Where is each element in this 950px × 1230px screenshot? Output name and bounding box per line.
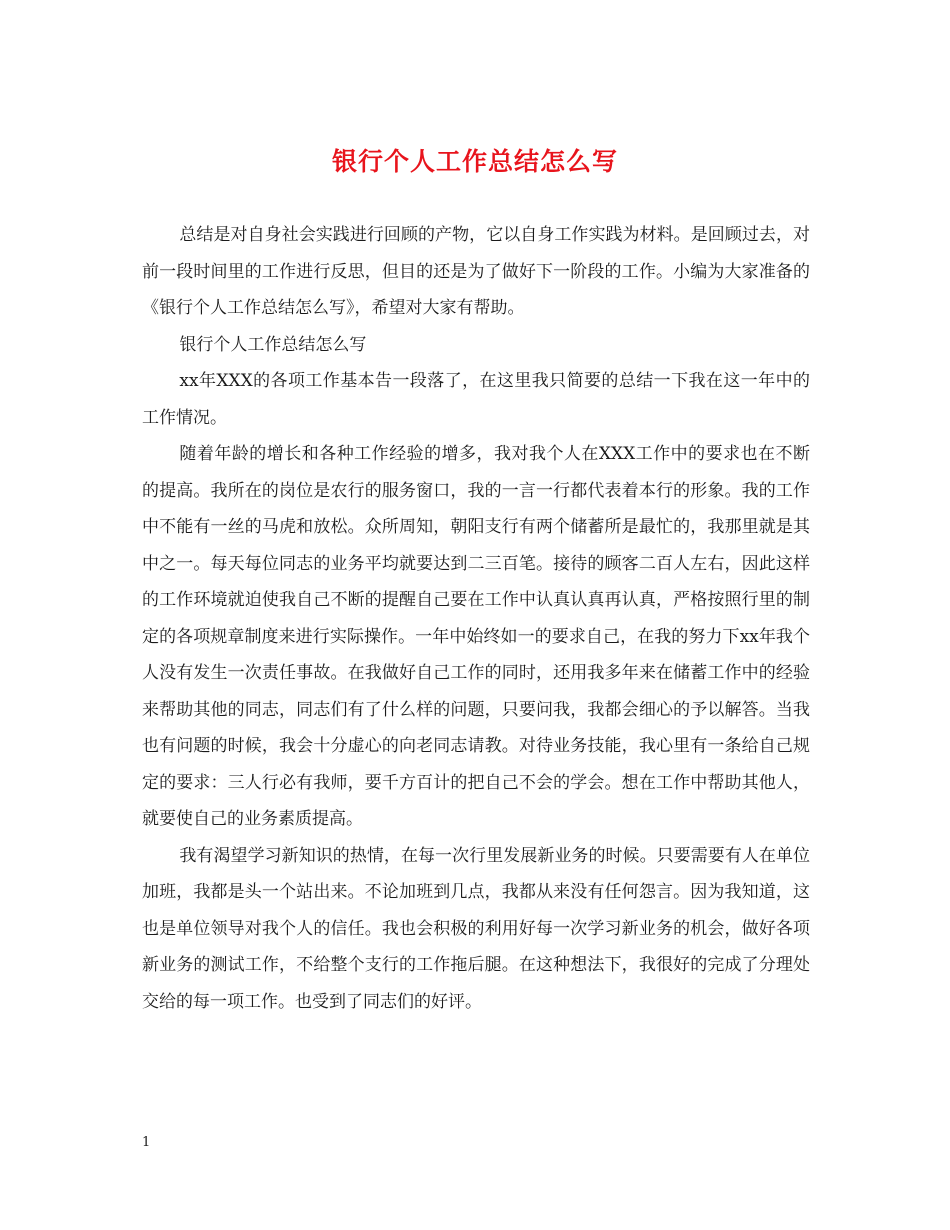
paragraph-work-experience: 随着年龄的增长和各种工作经验的增多，我对我个人在XXX工作中的要求也在不断的提高。我所在的岗位是农行的服务窗口，我的一言一行都代表着本行的形象。我的工作中不能有一丝的马虎和放松。众所周知，朝阳支行有两个储蓄所是最忙的，我那里就是其中之一。每天每位同志的业务平均就要达到二三百笔。接待的顾客二百人左右，因此这样的工作环境就迫使我自己不断的提醒自己要在工作中认真认真再认真，严格按照行里的制定的各项规章制度来进行实际操作。一年中始终如一的要求自己，在我的努力下xx年我个人没有发生一次责任事故。在我做好自己工作的同时，还用我多年来在储蓄工作中的经验来帮助其他的同志，同志们有了什么样的问题，只要问我，我都会细心的予以解答。当我也有问题的时候，我会十分虚心的向老同志请教。对待业务技能，我心里有一条给自己规定的要求：三人行必有我师，要千方百计的把自己不会的学会。想在工作中帮助其他人，就要使自己的业务素质提高。 xyxy=(142,444,810,829)
paragraph-opening: xx年XXX的各项工作基本告一段落了，在这里我只简要的总结一下我在这一年中的工作情况。 xyxy=(142,371,810,428)
paragraph-subtitle: 银行个人工作总结怎么写 xyxy=(179,334,367,355)
paragraph-intro: 总结是对自身社会实践进行回顾的产物，它以自身工作实践为材料。是回顾过去，对前一段时间里的工作进行反思，但目的还是为了做好下一阶段的工作。小编为大家准备的《银行个人工作总结怎么写》，希望对大家有帮助。 xyxy=(142,225,810,318)
page-number: 1 xyxy=(142,1135,151,1150)
document-title: 银行个人工作总结怎么写 xyxy=(331,147,618,176)
document-body xyxy=(142,217,810,1020)
paragraph-learning: 我有渴望学习新知识的热情，在每一次行里发展新业务的时候。只要需要有人在单位加班，我都是头一个站出来。不论加班到几点，我都从来没有任何怨言。因为我知道，这也是单位领导对我个人的信任。我也会积极的利用好每一次学习新业务的机会，做好各项新业务的测试工作，不给整个支行的工作拖后腿。在这种想法下，我很好的完成了分理处交给的每一项工作。也受到了同志们的好评。 xyxy=(142,845,810,1012)
